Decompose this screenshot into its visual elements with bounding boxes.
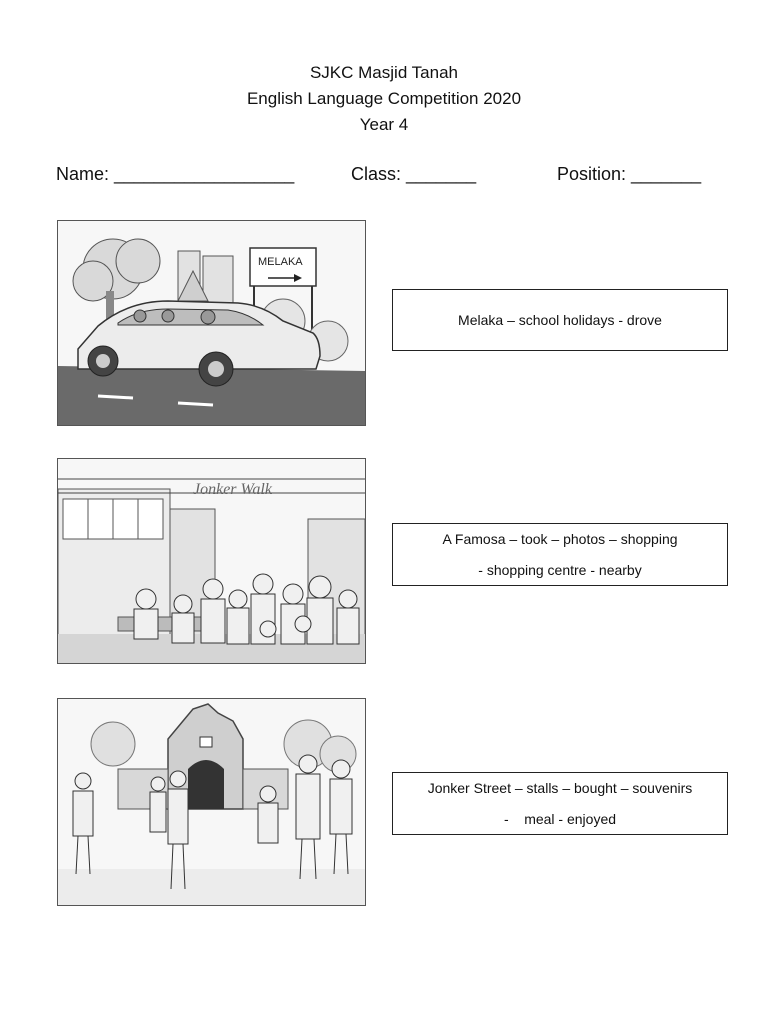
prompt-2-line-1: A Famosa – took – photos – shopping <box>442 530 678 547</box>
year-level: Year 4 <box>359 115 409 134</box>
picture-jonker-walk <box>57 458 366 664</box>
a-famosa-illustration <box>58 699 365 905</box>
prompt-box-3 <box>392 772 728 835</box>
position-field: Position: _______ <box>557 164 702 184</box>
student-fields <box>56 164 716 190</box>
name-field: Name: __________________ <box>56 164 295 184</box>
school-name: SJKC Masjid Tanah <box>309 63 459 82</box>
prompt-1-line-1: Melaka – school holidays - drove <box>458 311 662 328</box>
car-drive-illustration <box>58 221 365 425</box>
jonker-walk-illustration <box>58 459 365 663</box>
prompt-box-2 <box>392 523 728 586</box>
prompt-3-line-1: Jonker Street – stalls – bought – souvenirs <box>427 779 693 796</box>
competition-title: English Language Competition 2020 <box>246 89 522 108</box>
picture-car-drive <box>57 220 366 426</box>
prompt-3-line-2: - meal - enjoyed <box>503 810 617 827</box>
melaka-sign-text: MELAKA <box>258 256 303 268</box>
picture-a-famosa <box>57 698 366 906</box>
class-field: Class: _______ <box>351 164 477 184</box>
jonker-walk-banner-text: Jonker Walk <box>193 481 272 498</box>
prompt-2-line-2: - shopping centre - nearby <box>478 561 642 578</box>
worksheet-header <box>0 60 768 138</box>
prompt-box-1 <box>392 289 728 351</box>
